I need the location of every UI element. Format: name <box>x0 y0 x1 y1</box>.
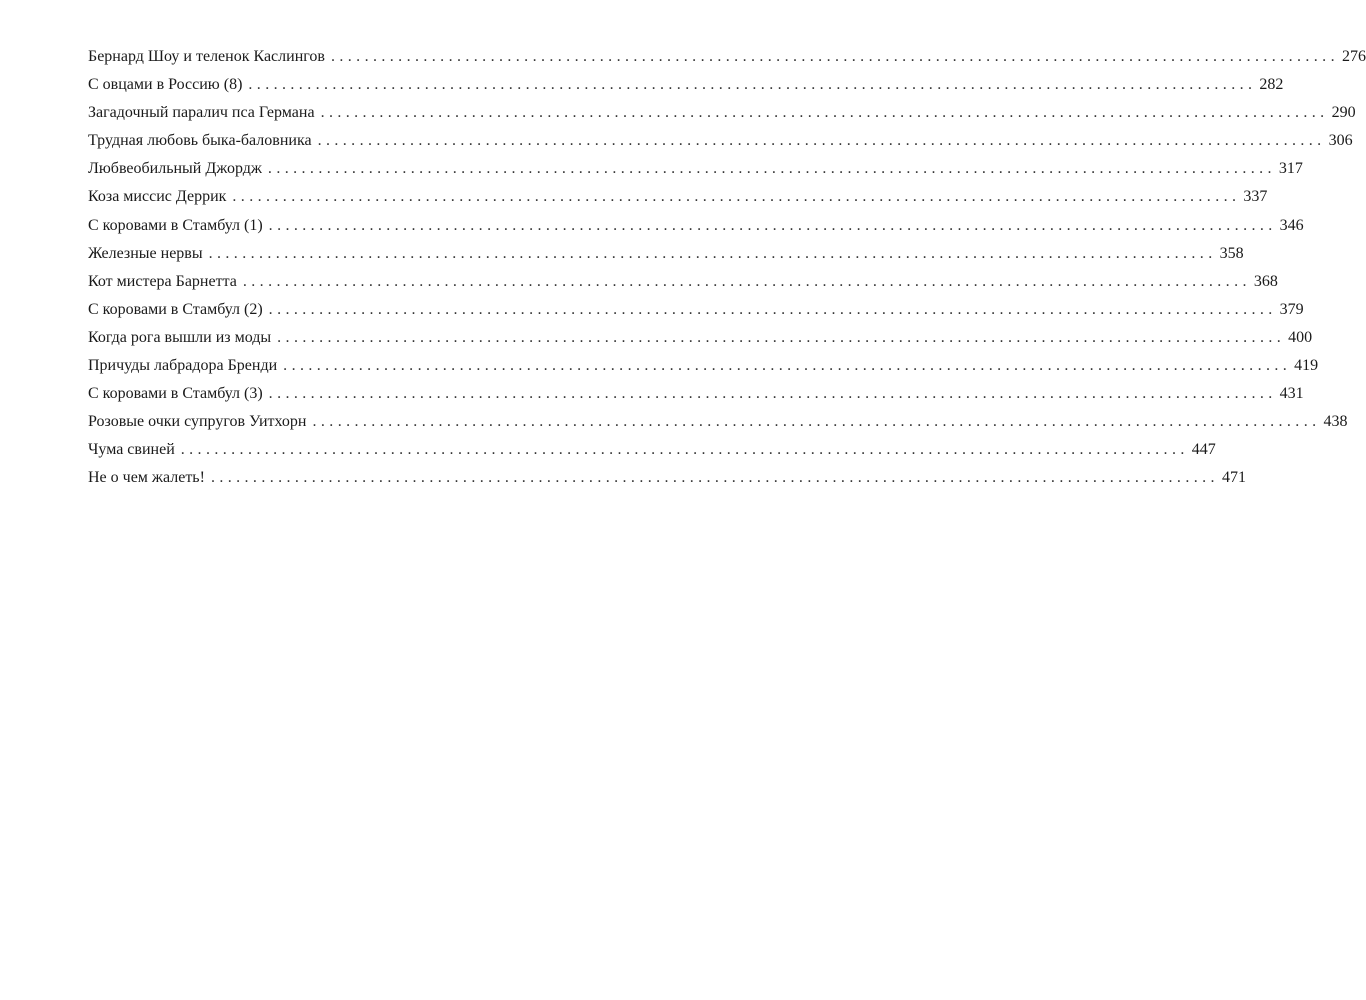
toc-entry-page: 276 <box>1341 48 1366 65</box>
toc-entry <box>88 71 1284 99</box>
toc-leader-dots: ........................................................................................................................ <box>317 132 1326 150</box>
toc-entry-title: С коровами в Стамбул (3) <box>88 385 263 403</box>
toc-entry <box>88 268 1278 296</box>
toc-leader-dots: ........................................................................................................................ <box>283 357 1292 375</box>
toc-entry <box>88 212 1304 240</box>
toc-entry-title: Причуды лабрадора Бренди <box>88 357 278 375</box>
toc-entry <box>88 99 1356 127</box>
toc-entry <box>88 380 1304 408</box>
toc-entry <box>88 296 1304 324</box>
toc-entry-title: Любвеобильный Джордж <box>88 160 262 178</box>
toc-entry-title: Трудная любовь быка-баловника <box>88 132 312 150</box>
toc-entry-title: Бернард Шоу и теленок Каслингов <box>88 48 325 65</box>
toc-entry <box>88 155 1303 183</box>
toc-entry <box>88 127 1353 155</box>
toc-entry-page: 290 <box>1331 104 1356 122</box>
toc-leader-dots: ........................................................................................................................ <box>232 188 1241 206</box>
toc-leader-dots: ........................................................................................................................ <box>320 104 1329 122</box>
toc-entry-title: Чума свиней <box>88 441 175 459</box>
toc-entry-page: 368 <box>1253 272 1278 290</box>
toc-entry-title: Загадочный паралич пса Германа <box>88 104 315 122</box>
toc-entry <box>88 464 1246 492</box>
toc-leader-dots: ........................................................................................................................ <box>180 441 1189 459</box>
toc-entry-page: 358 <box>1219 244 1244 262</box>
toc-entry-page: 400 <box>1288 328 1313 346</box>
toc-entry-title: С овцами в Россию (8) <box>88 76 243 94</box>
toc-entry <box>88 436 1216 464</box>
toc-leader-dots: ........................................................................................................................ <box>208 244 1217 262</box>
toc-entry-page: 317 <box>1278 160 1303 178</box>
toc-entry <box>88 352 1319 380</box>
toc-entry-title: Железные нервы <box>88 244 203 262</box>
toc-entry-title: Кот мистера Барнетта <box>88 272 237 290</box>
toc-entry-title: Когда рога вышли из моды <box>88 328 272 346</box>
toc-entry <box>88 408 1348 436</box>
toc-entry-page: 337 <box>1243 188 1268 206</box>
toc-leader-dots: ........................................................................................................................ <box>267 160 1276 178</box>
toc-entry <box>88 183 1268 211</box>
toc-leader-dots: ........................................................................................................................ <box>268 300 1277 318</box>
toc-entry-title: Розовые очки супругов Уитхорн <box>88 413 307 431</box>
toc-entry-title: Коза миссис Деррик <box>88 188 227 206</box>
toc-leader-dots: ........................................................................................................................ <box>248 76 1257 94</box>
toc-entry-title: С коровами в Стамбул (1) <box>88 216 263 234</box>
toc-entry-page: 379 <box>1279 300 1304 318</box>
toc-leader-dots: ........................................................................................................................ <box>242 272 1251 290</box>
toc-entry-page: 447 <box>1191 441 1216 459</box>
toc-entry-page: 438 <box>1323 413 1348 431</box>
toc-entry <box>88 324 1313 352</box>
toc-entry <box>88 43 1366 71</box>
toc-entry-page: 419 <box>1294 357 1319 375</box>
toc-leader-dots: ........................................................................................................................ <box>312 413 1321 431</box>
toc-entry <box>88 240 1244 268</box>
toc-leader-dots: ........................................................................................................................ <box>268 385 1277 403</box>
toc-leader-dots: ........................................................................................................................ <box>210 469 1219 487</box>
toc-entry-title: С коровами в Стамбул (2) <box>88 300 263 318</box>
toc-leader-dots: ........................................................................................................................ <box>330 48 1339 65</box>
toc-entry-page: 431 <box>1279 385 1304 403</box>
table-of-contents <box>88 43 1366 493</box>
toc-entry-page: 471 <box>1221 469 1246 487</box>
toc-leader-dots: ........................................................................................................................ <box>277 328 1286 346</box>
toc-leader-dots: ........................................................................................................................ <box>268 216 1277 234</box>
toc-entry-title: Не о чем жалеть! <box>88 469 205 487</box>
toc-entry-page: 346 <box>1279 216 1304 234</box>
toc-entry-page: 306 <box>1328 132 1353 150</box>
toc-entry-page: 282 <box>1259 76 1284 94</box>
